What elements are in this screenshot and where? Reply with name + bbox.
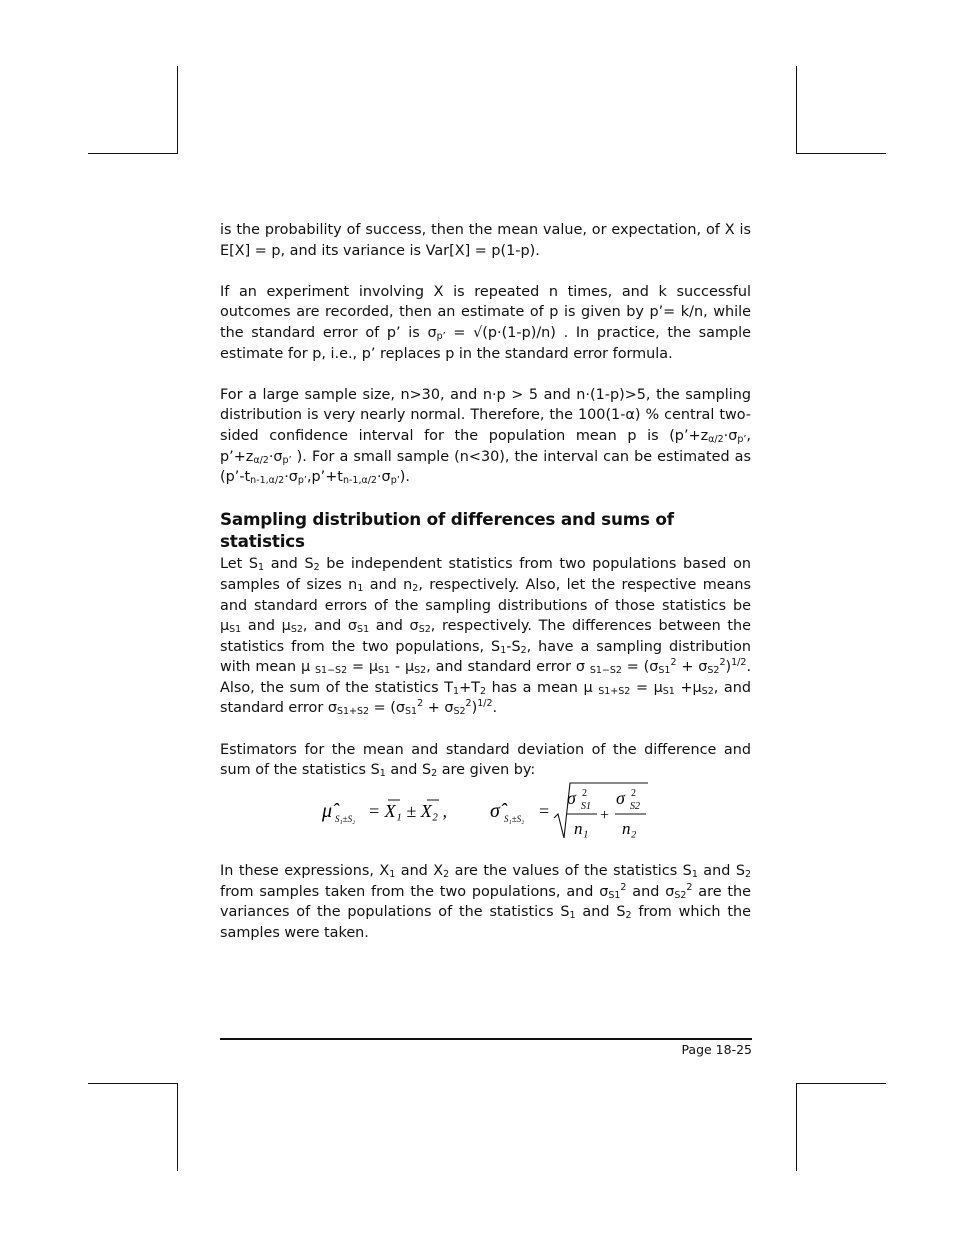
formula-mean-rhs: = X₁ ± X₂ ,	[368, 801, 448, 821]
formula-sigma-s2: σ	[616, 788, 625, 808]
formula-sub-s2: S2	[630, 801, 640, 812]
paragraph-estimators: Estimators for the mean and standard deviation of the difference and sum of the statistics $S_1$ and $S_2$ are given by:	[220, 741, 751, 780]
paragraph-expressions: In these expressions, $X_1$ and $X_2$ are the values of the statistics $S_1$ and $S_2$ from samples taken from the two populations, and $\sigma_{S1}^2$ and $\sigma_{S2}^2$ are the variances of the populations of the statistics $S_1$ and $S_2$ from which the samples were taken.	[220, 863, 752, 941]
paragraph-probability: is the probability of success, then the mean value, or expectation, of X is E[X] = p, and its variance is Var[X] = p(1-p).	[220, 222, 751, 259]
formula-mu-hat: μ̂	[322, 800, 333, 822]
formula-sq-s1: 2	[582, 788, 587, 799]
crop-mark-top-left-horizontal	[88, 153, 178, 154]
crop-mark-bottom-right-horizontal	[796, 1083, 886, 1084]
formula-sub-s1: S1	[581, 801, 591, 812]
formula-mean-subscript: S₁±S₂	[335, 814, 356, 824]
paragraph-sampling-distribution: Let $S_1$ and $S_2$ be independent statistics from two populations based on samples of sizes $n_1$ and $n_2$, respectively. Also, let the respective means and standard errors of the sampling distributions of those statistics be $\mu_{S1}$ and $\mu_{S2}$, and $\sigma_{S1}$ and $\sigma_{S2}$, respectively. The differences between the statistics from the two populations, $S_1-S_2$, have a sampling distribution with mean μ $_{S1-S2} = \mu_{S1} - \mu_{S2}$, and standard error σ $_{S1-S2} = (\sigma_{S1}^2 + \sigma_{S2}^2)^{1/2}$. Also, the sum of the statistics $T_1+T_2$ has a mean μ $_{S1+S2} = \mu_{S1} +\mu_{S2}$, and standard error $\sigma_{S1+S2} = (\sigma_{S1}^2 + \sigma_{S2}^2)^{1/2}$.	[220, 556, 752, 718]
crop-mark-bottom-right-vertical	[796, 1083, 797, 1171]
formula-n1: n₁	[574, 819, 589, 838]
crop-mark-top-left-vertical	[177, 66, 178, 154]
crop-mark-top-right-horizontal	[796, 153, 886, 154]
crop-mark-top-right-vertical	[796, 66, 797, 154]
page-body	[220, 220, 751, 801]
footer-rule	[220, 1038, 752, 1040]
section-heading: Sampling distribution of differences and sums of statistics	[220, 509, 674, 552]
formula-n2: n₂	[622, 819, 637, 838]
formula-sq-s2: 2	[631, 788, 636, 799]
page-body-continued	[220, 861, 751, 943]
crop-mark-bottom-left-horizontal	[88, 1083, 178, 1084]
paragraph-experiment: If an experiment involving X is repeated n times, and k successful outcomes are recorded, then an estimate of p is given by p’= k/n, while the standard error of p’ is $\sigma_{p’} = √(p\cdot(1-p)/n)$ . In practice, the sample estimate for p, i.e., p’ replaces p in the standard error formula.	[220, 283, 751, 362]
crop-mark-bottom-left-vertical	[177, 1083, 178, 1171]
formula-sd-equals: =	[539, 801, 550, 821]
formula-sigma-hat: σ̂	[490, 800, 500, 822]
page-number: Page 18-25	[681, 1042, 752, 1057]
formula-sigma-s1: σ	[567, 788, 576, 808]
formula-plus: +	[600, 807, 610, 824]
estimator-formula	[318, 780, 658, 842]
paragraph-large-sample: For a large sample size, n>30, and n·p > 5 and n·(1-p)>5, the sampling distribution is very nearly normal. Therefore, the 100(1-α) % central two-sided confidence interval for the population mean p is ($p’+z_{\alpha/2}\cdot\sigma_{p’}$, $p’+z_{\alpha/2}\cdot\sigma_{p’}$ ). For a small sample (n<30), the interval can be estimated as $(p’-t_{n-1,\alpha/2}\cdot\sigma_{p’},p’+t_{n-1,\alpha/2}\cdot\sigma_{p’})$.	[220, 386, 751, 487]
formula-sd-subscript: S₁±S₂	[504, 814, 525, 824]
